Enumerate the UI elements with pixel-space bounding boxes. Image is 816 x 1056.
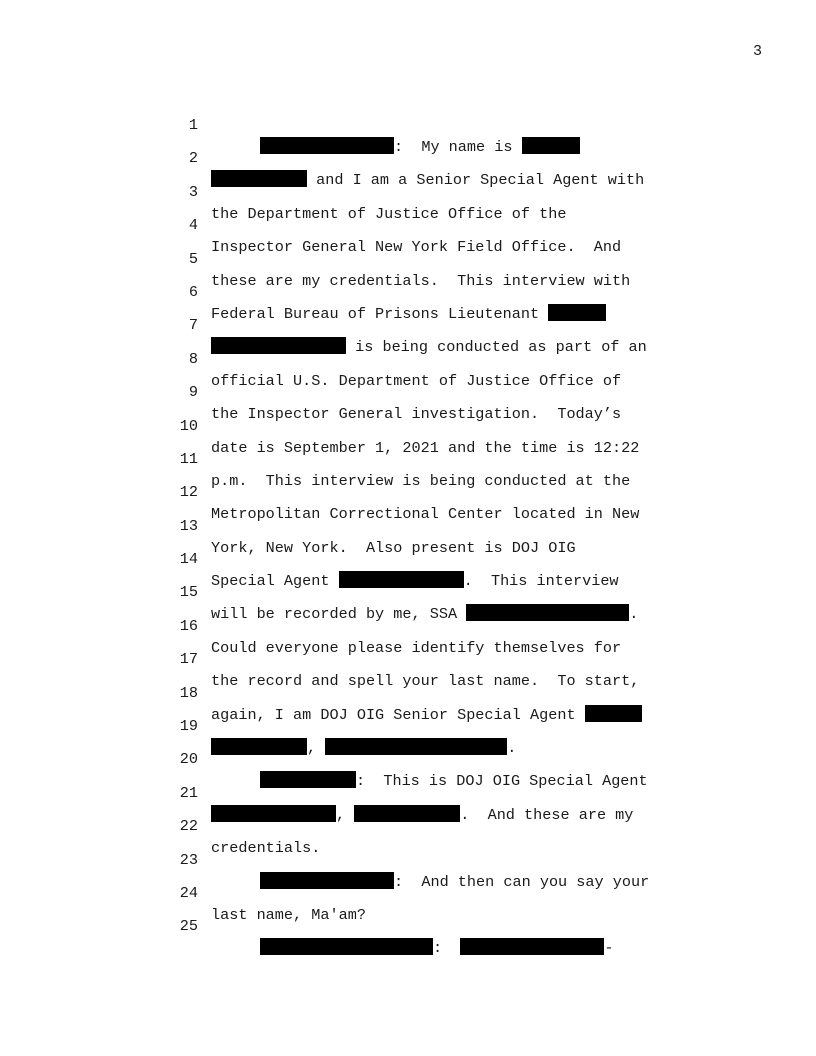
transcript-line-17 [176, 626, 676, 691]
line-text: last name, Ma'am? [211, 905, 366, 924]
line-number: 2 [188, 149, 198, 168]
line-text: these are my credentials. This interview with [211, 271, 631, 290]
transcript-line-20 [176, 726, 676, 791]
line-number: 20 [179, 750, 198, 769]
line-text: Inspector General New York Field Office. And [211, 238, 622, 257]
transcript-line-13 [176, 493, 676, 557]
transcript-line-10 [176, 393, 676, 457]
line-text [260, 937, 613, 959]
line-text: the Inspector General investigation. Today’s [211, 405, 622, 424]
transcript-line-7 [176, 292, 676, 357]
transcript-line-1 [176, 92, 676, 156]
transcript-line-19 [176, 693, 676, 758]
transcript-line-22 [176, 793, 676, 858]
line-number: 8 [188, 349, 198, 368]
text-segment: : My name is [394, 138, 513, 156]
line-text: the record and spell your last name. To start, [211, 672, 640, 691]
line-number: 22 [179, 817, 198, 836]
line-text: Metropolitan Correctional Center located in New [211, 505, 640, 524]
line-text: date is September 1, 2021 and the time is 12:22 [211, 438, 640, 457]
text-segment: . And these are my [460, 805, 634, 824]
transcript-line-11 [176, 426, 676, 490]
redaction-block [260, 938, 433, 955]
transcript-line-2 [176, 125, 676, 190]
line-text: p.m. This interview is being conducted at the [211, 471, 631, 490]
line-number: 14 [179, 550, 198, 569]
transcript-line-24 [176, 860, 676, 924]
line-number: 1 [188, 116, 198, 134]
text-segment: and I am a Senior Special Agent with [307, 171, 645, 190]
transcript-line-21 [176, 760, 676, 824]
line-number: 6 [188, 282, 198, 301]
transcript-line-12 [176, 459, 676, 524]
line-text: the Department of Justice Office of the [211, 204, 567, 223]
text-segment: : [433, 939, 461, 958]
text-segment: will be recorded by me, SSA [211, 605, 467, 624]
line-number: 9 [188, 383, 198, 402]
transcript-line-25 [176, 893, 676, 958]
line-number: 10 [179, 416, 198, 435]
transcript-line-16 [176, 593, 676, 657]
transcript-line-9 [176, 359, 676, 424]
text-segment: Special Agent [211, 572, 339, 591]
line-number: 3 [188, 182, 198, 201]
line-number: 25 [179, 917, 198, 936]
line-number: 21 [179, 783, 198, 802]
line-number: 12 [179, 483, 198, 502]
transcript-line-6 [176, 259, 676, 323]
text-segment: . [507, 739, 517, 758]
line-number: 13 [179, 516, 198, 535]
transcript-line-23 [176, 827, 676, 891]
text-segment: Federal Bureau of Prisons Lieutenant [211, 304, 549, 323]
text-segment: : This is DOJ OIG Special Agent [356, 772, 648, 791]
line-number: 5 [188, 249, 198, 268]
line-text: Could everyone please identify themselves for [211, 638, 622, 657]
line-number: 11 [179, 449, 198, 468]
line-text: credentials. [211, 839, 321, 858]
transcript-line-3 [176, 159, 676, 223]
transcript-line-14 [176, 526, 676, 591]
line-number: 19 [179, 717, 198, 736]
page-number: 3 [752, 43, 762, 60]
line-number: 23 [179, 850, 198, 869]
line-number: 17 [179, 650, 198, 669]
line-text: York, New York. Also present is DOJ OIG [211, 538, 576, 557]
transcript-line-4 [176, 192, 676, 257]
transcript-line-15 [176, 559, 676, 624]
text-segment: , [307, 739, 326, 758]
text-segment: . This interview [463, 572, 619, 591]
transcript-line-8 [176, 326, 676, 390]
text-segment: , [336, 805, 355, 824]
transcript-body [176, 92, 676, 958]
line-number: 15 [179, 583, 198, 602]
text-segment: - [604, 939, 614, 958]
line-text: official U.S. Department of Justice Office of [211, 371, 622, 390]
text-segment: : And then can you say your [394, 872, 650, 891]
text-segment: is being conducted as part of an [346, 338, 647, 357]
transcript-line-5 [176, 226, 676, 290]
text-segment: again, I am DOJ OIG Senior Special Agent [211, 705, 585, 724]
transcript-line-18 [176, 660, 676, 724]
redaction-block [460, 938, 604, 955]
line-number: 7 [188, 316, 198, 335]
text-segment: . [629, 605, 639, 624]
line-number: 4 [188, 216, 198, 235]
line-number: 16 [179, 616, 198, 635]
line-number: 18 [179, 683, 198, 702]
line-number: 24 [179, 883, 198, 902]
